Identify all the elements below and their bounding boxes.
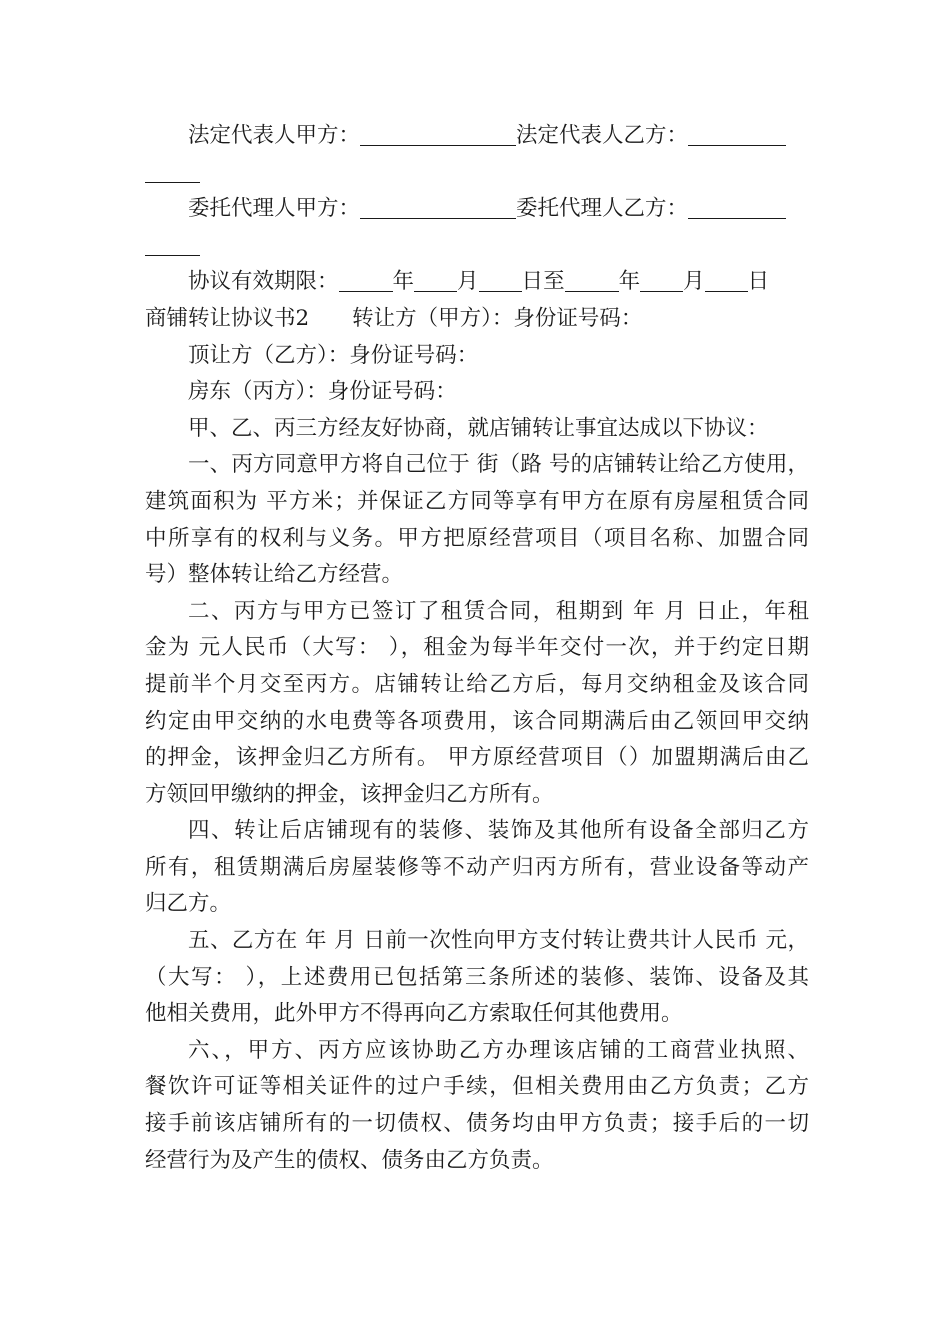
clause-6-line: 六、，甲方、丙方应该协助乙方办理该店铺的工商营业执照、 <box>188 1037 809 1063</box>
party-c-line: 房东（丙方）：身份证号码： <box>188 379 457 405</box>
clause-1-line: 一、丙方同意甲方将自己位于 街（路 号的店铺转让给乙方使用， <box>188 452 809 478</box>
signature-agent-line <box>145 191 809 228</box>
party-b-line: 顶让方（乙方）：身份证号码： <box>188 342 479 368</box>
validity-end-day-blank <box>705 269 748 292</box>
validity-start-day: 日 <box>521 269 544 295</box>
clause-5-line: （大写： ），上述费用已包括第三条所述的装修、装饰、设备及其 <box>145 964 809 990</box>
rep-party-a-label: 法定代表人甲方： <box>188 123 361 148</box>
clause-2-line: 二、丙方与甲方已签订了租赁合同，租期到 年 月 日止，年租 <box>188 598 809 624</box>
agent-party-b-blank <box>688 196 786 219</box>
rep-party-b-label: 法定代表人乙方： <box>516 123 689 148</box>
validity-end-month: 月 <box>683 269 705 295</box>
document-page <box>145 118 809 1179</box>
agent-party-a-blank <box>360 196 516 219</box>
clause-1-line: 建筑面积为 平方米；并保证乙方同等享有甲方在原有房屋租赁合同 <box>145 488 809 514</box>
clause-4-line: 四、转让后店铺现有的装修、装饰及其他所有设备全部归乙方 <box>188 818 809 844</box>
agent-party-b-label: 委托代理人乙方： <box>516 196 689 222</box>
validity-end-year-blank <box>565 269 619 292</box>
clause-6-line: 餐饮许可证等相关证件的过户手续，但相关费用由乙方负责；乙方 <box>145 1074 809 1100</box>
validity-label: 协议有效期限： <box>188 269 339 295</box>
agent-party-b-blank-cont <box>145 233 200 256</box>
signature-rep-line-cont <box>145 155 809 192</box>
title-line: 商铺转让协议书2 转让方（甲方）：身份证号码： <box>145 305 643 331</box>
validity-start-year-blank <box>339 269 393 292</box>
validity-line <box>145 264 809 301</box>
clause-5-line: 他相关费用，此外甲方不得再向乙方索取任何其他费用。 <box>145 1001 683 1027</box>
validity-start-day-blank <box>479 269 522 292</box>
signature-agent-line-cont <box>145 228 809 265</box>
validity-end-year: 年 <box>618 269 641 295</box>
agent-party-a-label: 委托代理人甲方： <box>188 196 361 222</box>
rep-party-b-blank <box>688 123 786 146</box>
clause-1-line: 中所享有的权利与义务。甲方把原经营项目（项目名称、加盟合同 <box>145 525 809 551</box>
clause-2-line: 金为 元人民币（大写： ），租金为每半年交付一次，并于约定日期 <box>145 635 809 661</box>
rep-party-b-blank-cont <box>145 160 200 183</box>
validity-to: 至 <box>543 269 565 295</box>
clause-2-line: 约定由甲交纳的水电费等各项费用，该合同期满后由乙领回甲交纳 <box>145 708 809 734</box>
clause-5-line: 五、乙方在 年 月 日前一次性向甲方支付转让费共计人民币 元， <box>188 928 809 954</box>
intro-line: 甲、乙、丙三方经友好协商，就店铺转让事宜达成以下协议： <box>188 415 769 441</box>
clause-4-line: 所有，租赁期满后房屋装修等不动产归丙方所有，营业设备等动产 <box>145 854 809 880</box>
validity-start-month: 月 <box>457 269 479 295</box>
clause-6-line: 经营行为及产生的债权、债务由乙方负责。 <box>145 1147 554 1173</box>
clause-1-line: 号）整体转让给乙方经营。 <box>145 562 404 588</box>
validity-start-year: 年 <box>392 269 415 295</box>
clause-2-line: 的押金，该押金归乙方所有。 甲方原经营项目（）加盟期满后由乙 <box>145 745 809 771</box>
clause-6-line: 接手前该店铺所有的一切债权、债务均由甲方负责；接手后的一切 <box>145 1111 809 1137</box>
clause-2-line: 提前半个月交至丙方。店铺转让给乙方后，每月交纳租金及该合同 <box>145 671 809 697</box>
validity-start-month-blank <box>414 269 457 292</box>
signature-rep-line <box>145 118 809 155</box>
rep-party-a-blank <box>360 123 516 146</box>
clause-2-line: 方领回甲缴纳的押金，该押金归乙方所有。 <box>145 781 554 807</box>
validity-end-day: 日 <box>747 269 770 295</box>
clause-4-line: 归乙方。 <box>145 891 232 917</box>
validity-end-month-blank <box>640 269 683 292</box>
